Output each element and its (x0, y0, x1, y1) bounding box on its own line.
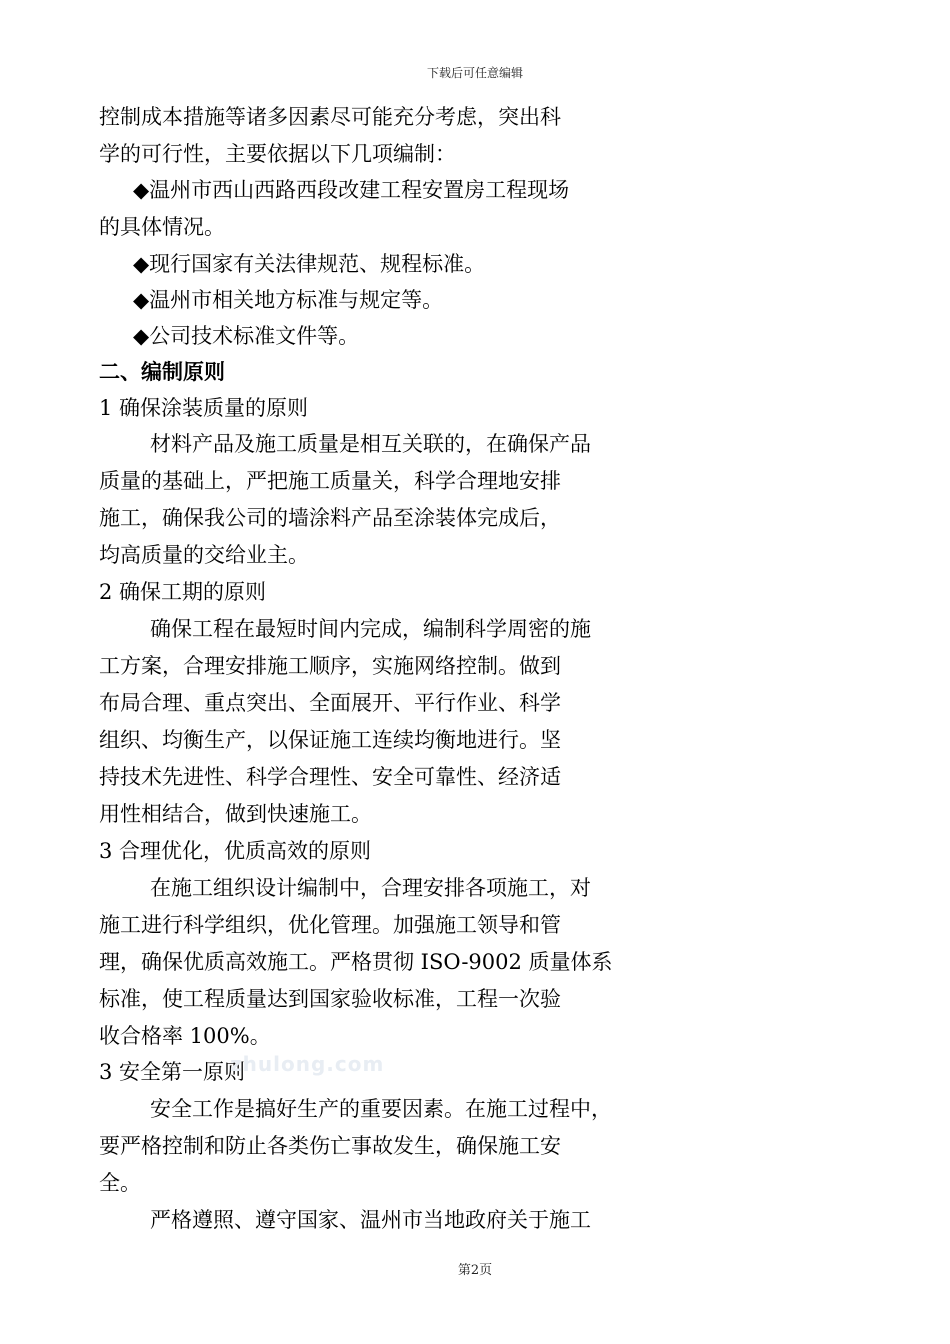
section-heading: 二、编制原则 (99, 359, 225, 384)
text-line: 控制成本措施等诸多因素尽可能充分考虑，突出科 (99, 105, 561, 129)
text-line: 布局合理、重点突出、全面展开、平行作业、科学 (99, 691, 561, 715)
subsection-heading: 1 确保涂装质量的原则 (99, 396, 309, 420)
text-line: 组织、均衡生产，以保证施工连续均衡地进行。坚 (99, 728, 561, 752)
bullet-line: ◆温州市西山西路西段改建工程安置房工程现场 (133, 178, 570, 202)
text-line: 要严格控制和防止各类伤亡事故发生，确保施工安 (99, 1134, 561, 1158)
subsection-heading: 3 安全第一原则 (99, 1060, 246, 1084)
page-header: 下载后可任意编辑 (426, 66, 523, 80)
bullet-line: ◆公司技术标准文件等。 (133, 324, 360, 348)
text-line: 收合格率 100%。 (99, 1024, 271, 1048)
text-line: 用性相结合，做到快速施工。 (99, 802, 372, 826)
paragraph-first-line: 严格遵照、遵守国家、温州市当地政府关于施工 (150, 1208, 591, 1232)
text-line: 标准，使工程质量达到国家验收标准，工程一次验 (99, 987, 561, 1011)
subsection-heading: 3 合理优化，优质高效的原则 (99, 839, 372, 863)
page-footer: 第2页 (457, 1263, 493, 1278)
text-line: 施工，确保我公司的墙涂料产品至涂装体完成后， (99, 506, 561, 530)
bullet-line: ◆现行国家有关法律规范、规程标准。 (133, 252, 486, 276)
text-line: 全。 (99, 1171, 141, 1195)
paragraph-first-line: 确保工程在最短时间内完成，编制科学周密的施 (150, 617, 591, 641)
text-line: 工方案，合理安排施工顺序，实施网络控制。做到 (99, 654, 561, 678)
text-line: 理，确保优质高效施工。严格贯彻 ISO-9002 质量体系 (99, 950, 613, 974)
bullet-line: ◆温州市相关地方标准与规定等。 (133, 288, 444, 312)
subsection-heading: 2 确保工期的原则 (99, 580, 267, 604)
text-line: 质量的基础上，严把施工质量关，科学合理地安排 (99, 469, 561, 493)
text-line: 的具体情况。 (99, 215, 225, 239)
text-line: 均高质量的交给业主。 (99, 543, 309, 567)
paragraph-first-line: 材料产品及施工质量是相互关联的，在确保产品 (150, 432, 591, 456)
text-line: 学的可行性，主要依据以下几项编制： (99, 142, 456, 166)
text-line: 持技术先进性、科学合理性、安全可靠性、经济适 (99, 765, 561, 789)
watermark: zhulong.com (230, 1052, 385, 1076)
paragraph-first-line: 在施工组织设计编制中，合理安排各项施工，对 (150, 876, 591, 900)
paragraph-first-line: 安全工作是搞好生产的重要因素。在施工过程中， (150, 1097, 612, 1121)
text-line: 施工进行科学组织，优化管理。加强施工领导和管 (99, 913, 561, 937)
